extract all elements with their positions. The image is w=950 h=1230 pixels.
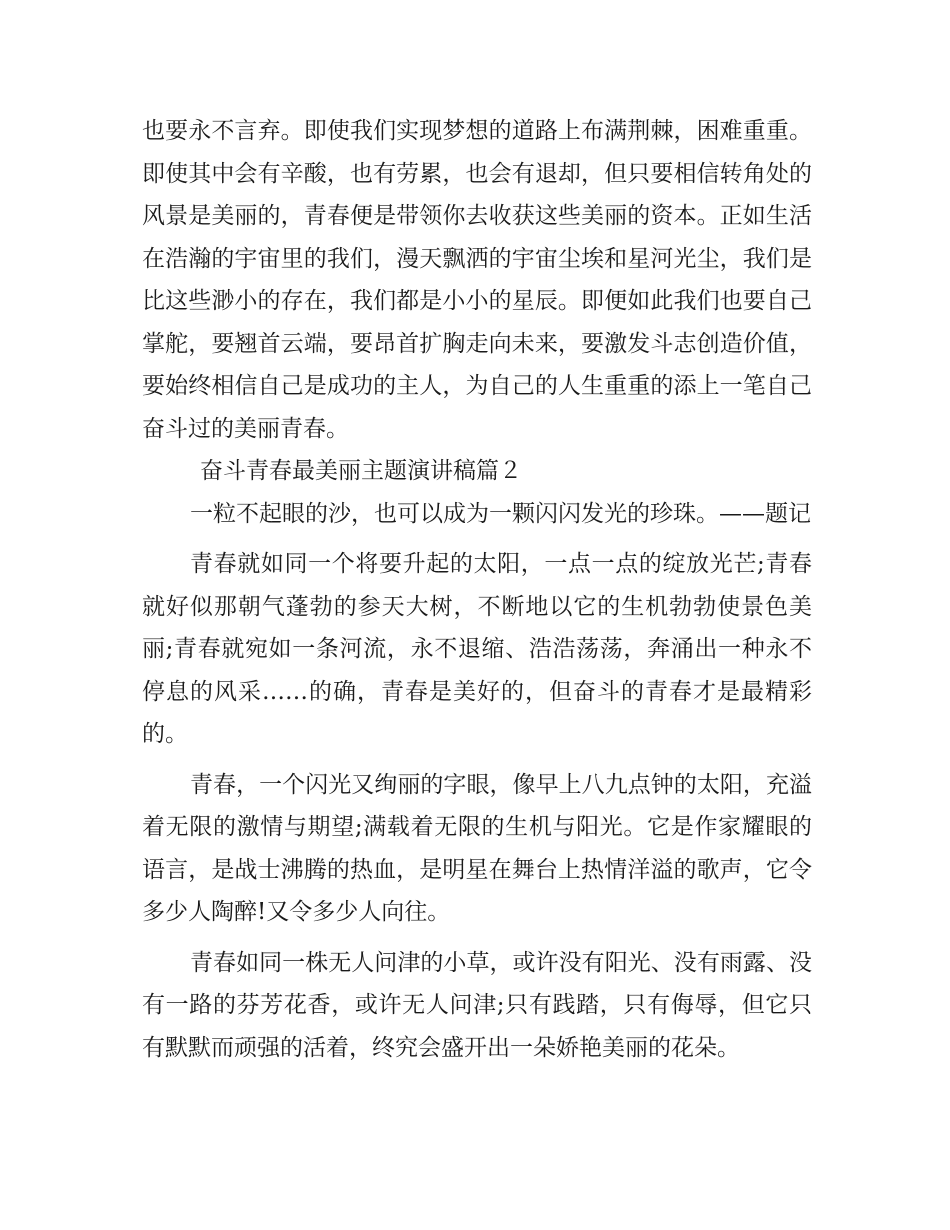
body-paragraph: 青春如同一株无人问津的小草，或许没有阳光、没有雨露、没有一路的芬芳花香，或许无人问津;只有践踏，只有侮辱，但它只有默默而顽强的活着，终究会盛开出一朵娇艳美丽的花朵。	[142, 949, 812, 1061]
document-page	[142, 110, 812, 1069]
section-heading: 奋斗青春最美丽主题演讲稿篇２	[200, 458, 522, 484]
body-paragraph: 青春就如同一个将要升起的太阳，一点一点的绽放光芒;青春就好似那朝气蓬勃的参天大树，不断地以它的生机勃勃使景色美丽;青春就宛如一条河流，永不退缩、浩浩荡荡，奔涌出一种永不停息的风采……的确，青春是美好的，但奋斗的青春才是最精彩的。	[142, 551, 812, 747]
paragraph-continuation: 也要永不言弃。即使我们实现梦想的道路上布满荆棘，困难重重。即使其中会有辛酸，也有劳累，也会有退却，但只要相信转角处的风景是美丽的，青春便是带领你去收获这些美丽的资本。正如生活在浩瀚的宇宙里的我们，漫天飘洒的宇宙尘埃和星河光尘，我们是比这些渺小的存在，我们都是小小的星辰。即便如此我们也要自己掌舵，要翘首云端，要昂首扩胸走向未来，要激发斗志创造价值，要始终相信自己是成功的主人，为自己的人生重重的添上一笔自己奋斗过的美丽青春。	[142, 118, 812, 442]
body-paragraph: 青春，一个闪光又绚丽的字眼，像早上八九点钟的太阳，充溢着无限的激情与期望;满载着无限的生机与阳光。它是作家耀眼的语言，是战士沸腾的热血，是明星在舞台上热情洋溢的歌声，它令多少人陶醉!又令多少人向往。	[142, 771, 812, 925]
epigraph-paragraph: 一粒不起眼的沙，也可以成为一颗闪闪发光的珍珠。——题记	[190, 500, 811, 527]
